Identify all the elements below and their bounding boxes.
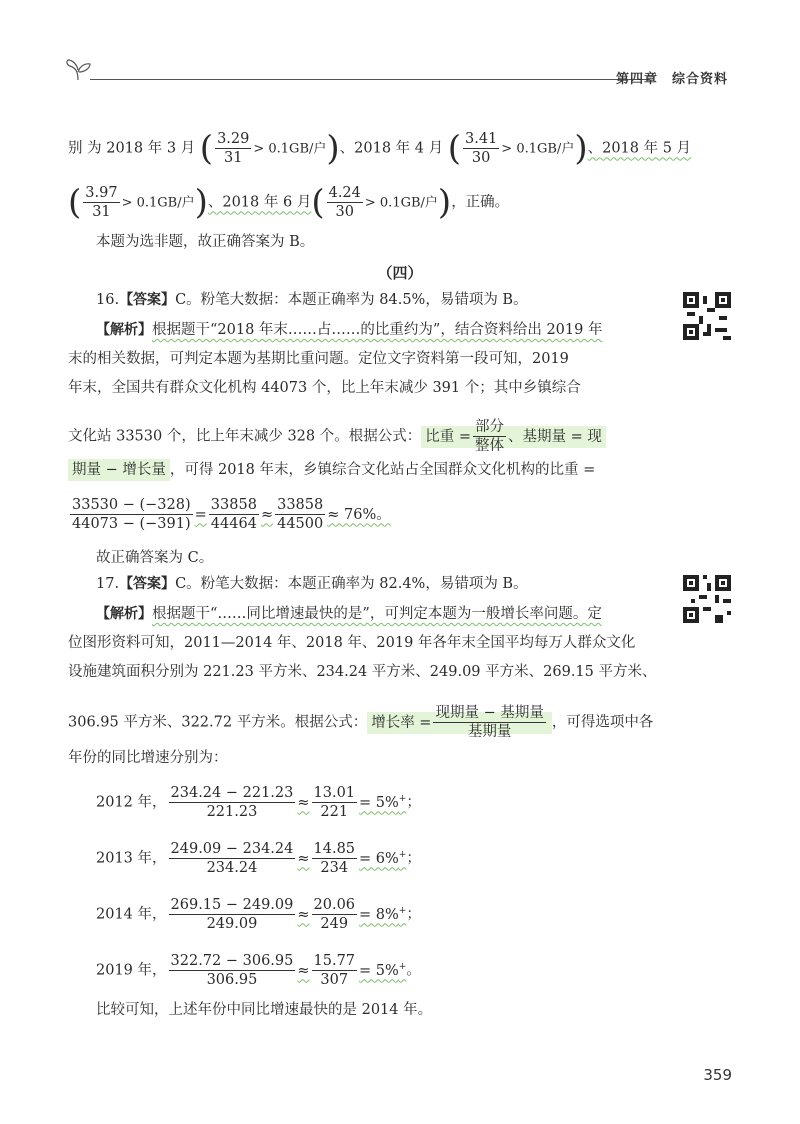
chapter-name: 综合资料 [671, 72, 728, 87]
q17-analysis-line-5: 年份的同比增速分别为： [68, 750, 228, 766]
q16-final: 故正确答案为 C。 [96, 550, 214, 566]
text-line-3: 本题为选非题，故正确答案为 B。 [96, 234, 315, 250]
denominator: 30 [335, 204, 354, 220]
fraction [327, 184, 363, 221]
text: ； [406, 794, 421, 811]
question-number: 16. [96, 292, 120, 308]
fraction [312, 896, 358, 933]
denominator: 234.24 [206, 860, 258, 876]
numerator: 20.06 [313, 897, 356, 913]
page-header [60, 56, 740, 86]
chapter-title [602, 68, 728, 87]
fraction [433, 704, 545, 741]
growth-rate-row [96, 952, 421, 989]
year-label: 2014 年， [96, 906, 167, 923]
paren: ) [574, 128, 588, 169]
denominator: 249.09 [206, 916, 258, 932]
answer-text: C。粉笔大数据：本题正确率为 84.5%，易错项为 B。 [175, 292, 528, 308]
denominator: 44500 [277, 516, 324, 532]
denominator: 221 [320, 804, 349, 820]
fraction [473, 418, 506, 455]
header-rule [90, 79, 650, 80]
numerator: 234.24 − 221.23 [170, 785, 294, 801]
page-number: 359 [703, 1066, 732, 1084]
denominator: 31 [92, 204, 111, 220]
paren: ( [311, 182, 325, 223]
fraction [312, 952, 358, 989]
text: 、2018 年 4 月 [339, 140, 444, 157]
paren: ) [194, 182, 208, 223]
denominator: 306.95 [206, 972, 258, 988]
numerator: 3.41 [465, 131, 498, 147]
text: 根据题干“2018 年末……占……的比重约为”，结合资料给出 2019 年 [152, 322, 603, 338]
formula-highlight: 期量 − 增长量 [68, 459, 170, 481]
growth-rate-row [96, 784, 421, 821]
text: 别 为 2018 年 3 月 [68, 140, 196, 157]
numerator: 15.77 [313, 953, 356, 969]
text: 306.95 平方米、322.72 平方米。根据公式： [68, 714, 368, 731]
q16-analysis-line-1 [96, 320, 602, 340]
text-line-1 [68, 130, 691, 167]
year-label: 2013 年， [96, 850, 167, 867]
denominator: 307 [320, 972, 349, 988]
denominator: 基期量 [467, 724, 512, 740]
q17-analysis-line-3: 设施建筑面积分别为 221.23 平方米、234.24 平方米、249.09 平方米、269.15 平方米、 [68, 664, 657, 680]
numerator: 现期量 − 基期量 [435, 705, 544, 721]
text: = [194, 506, 207, 523]
text: ≈ [297, 962, 310, 979]
text: 、2018 年 6 月 [207, 194, 312, 211]
text: ，可得选项中各 [551, 714, 654, 731]
superscript: + [398, 961, 407, 972]
numerator: 33858 [277, 497, 324, 513]
formula-highlight [367, 705, 552, 740]
fraction [209, 496, 259, 533]
text: ，可得 2018 年末，乡镇综合文化站占全国群众文化机构的比重 = [169, 462, 596, 478]
q16-answer-line [96, 290, 528, 310]
text: ，正确。 [451, 194, 510, 211]
calc-wrap [167, 841, 407, 876]
result: = 8% [359, 906, 399, 923]
denominator: 234 [320, 860, 349, 876]
question-number: 17. [96, 576, 120, 592]
numerator: 33530 − (−328) [72, 497, 191, 513]
text: ≈ [297, 906, 310, 923]
text: ≈ [297, 794, 310, 811]
q17-analysis-line-1 [96, 604, 602, 624]
numerator: 4.24 [328, 185, 361, 201]
text: 、2018 年 5 月 [587, 140, 692, 157]
q17-analysis-line-2: 位图形资料可知，2011—2014 年、2018 年、2019 年各年末全国平均每万人群众文化 [68, 635, 636, 651]
superscript: + [398, 793, 407, 804]
fraction [169, 840, 296, 877]
fraction [312, 784, 358, 821]
text: > 0.1GB/户 [121, 195, 195, 211]
text: 文化站 33530 个，比上年末减少 328 个。根据公式： [68, 428, 422, 445]
formula-highlight [421, 419, 606, 454]
text: 增长率 = [371, 714, 432, 731]
year-label: 2019 年， [96, 962, 167, 979]
numerator: 322.72 − 306.95 [170, 953, 294, 969]
paren: ( [68, 182, 82, 223]
text: ≈ 76%。 [327, 506, 391, 523]
q16-formula-line [68, 418, 606, 455]
growth-rate-row [96, 840, 421, 877]
denominator: 44464 [210, 516, 257, 532]
text: ≈ [260, 506, 274, 523]
numerator: 14.85 [313, 841, 356, 857]
text: 比重 = [425, 428, 472, 445]
text: 。 [406, 962, 421, 979]
numerator: 13.01 [313, 785, 356, 801]
numerator: 33858 [210, 497, 257, 513]
qr-code-icon [683, 292, 731, 340]
denominator: 221.23 [206, 804, 258, 820]
denominator: 44073 − (−391) [72, 516, 191, 532]
result: = 5% [359, 794, 399, 811]
section-heading: （四） [377, 264, 423, 282]
superscript: + [398, 905, 407, 916]
calc-wrap [167, 953, 407, 988]
fraction [169, 896, 296, 933]
growth-rate-row [96, 896, 421, 933]
fraction [70, 496, 193, 533]
paren: ( [447, 128, 461, 169]
result: = 6% [359, 850, 399, 867]
numerator: 269.15 − 249.09 [170, 897, 294, 913]
q17-conclusion: 比较可知，上述年份中同比增速最快的是 2014 年。 [96, 1002, 433, 1018]
fraction [169, 952, 296, 989]
fraction [83, 184, 119, 221]
analysis-tag: 【解析】 [96, 606, 152, 622]
year-label: 2012 年， [96, 794, 167, 811]
denominator: 整体 [475, 438, 505, 454]
text: ； [406, 850, 421, 867]
text: 、 [508, 428, 523, 445]
numerator: 249.09 − 234.24 [170, 841, 294, 857]
denominator: 31 [223, 150, 243, 166]
paren: ) [326, 128, 340, 169]
answer-tag: 【答案】 [119, 292, 176, 308]
answer-tag: 【答案】 [119, 576, 176, 592]
paren: ( [199, 128, 214, 169]
fraction [275, 496, 325, 533]
text: ≈ [297, 850, 310, 867]
qr-code-icon [683, 575, 731, 623]
denominator: 30 [471, 150, 491, 166]
fraction [169, 784, 296, 821]
superscript: + [398, 849, 407, 860]
calc-wrap [167, 785, 407, 820]
fraction [463, 130, 499, 167]
q16-calculation [68, 496, 391, 533]
answer-text: C。粉笔大数据：本题正确率为 82.4%，易错项为 B。 [175, 576, 528, 592]
fraction [215, 130, 251, 167]
text: > 0.1GB/户 [253, 141, 327, 157]
text: ； [406, 906, 421, 923]
result: = 5% [359, 962, 399, 979]
text: 根据题干“……同比增速最快的是”，可判定本题为一般增长率问题。定 [152, 606, 602, 622]
q16-analysis-line-3: 年末，全国共有群众文化机构 44073 个，比上年末减少 391 个；其中乡镇综合 [68, 380, 581, 396]
q16-analysis-line-2: 末的相关数据，可判定本题为基期比重问题。定位文字资料第一段可知，2019 [68, 351, 569, 367]
chapter-number: 第四章 [615, 72, 658, 87]
denominator: 249 [320, 916, 349, 932]
numerator: 3.97 [85, 185, 118, 201]
calc-wrap [68, 497, 391, 532]
numerator: 部分 [475, 419, 505, 435]
q17-answer-line [96, 574, 528, 594]
q16-analysis-line-5 [68, 460, 595, 480]
text: 基期量 = 现 [522, 428, 602, 445]
text-line-2 [68, 184, 509, 221]
analysis-tag: 【解析】 [96, 322, 152, 338]
text: > 0.1GB/户 [364, 195, 438, 211]
q17-formula-line [68, 704, 653, 741]
text: > 0.1GB/户 [501, 141, 575, 157]
numerator: 3.29 [217, 131, 250, 147]
fraction [312, 840, 358, 877]
calc-wrap [167, 897, 407, 932]
paren: ) [437, 182, 452, 223]
